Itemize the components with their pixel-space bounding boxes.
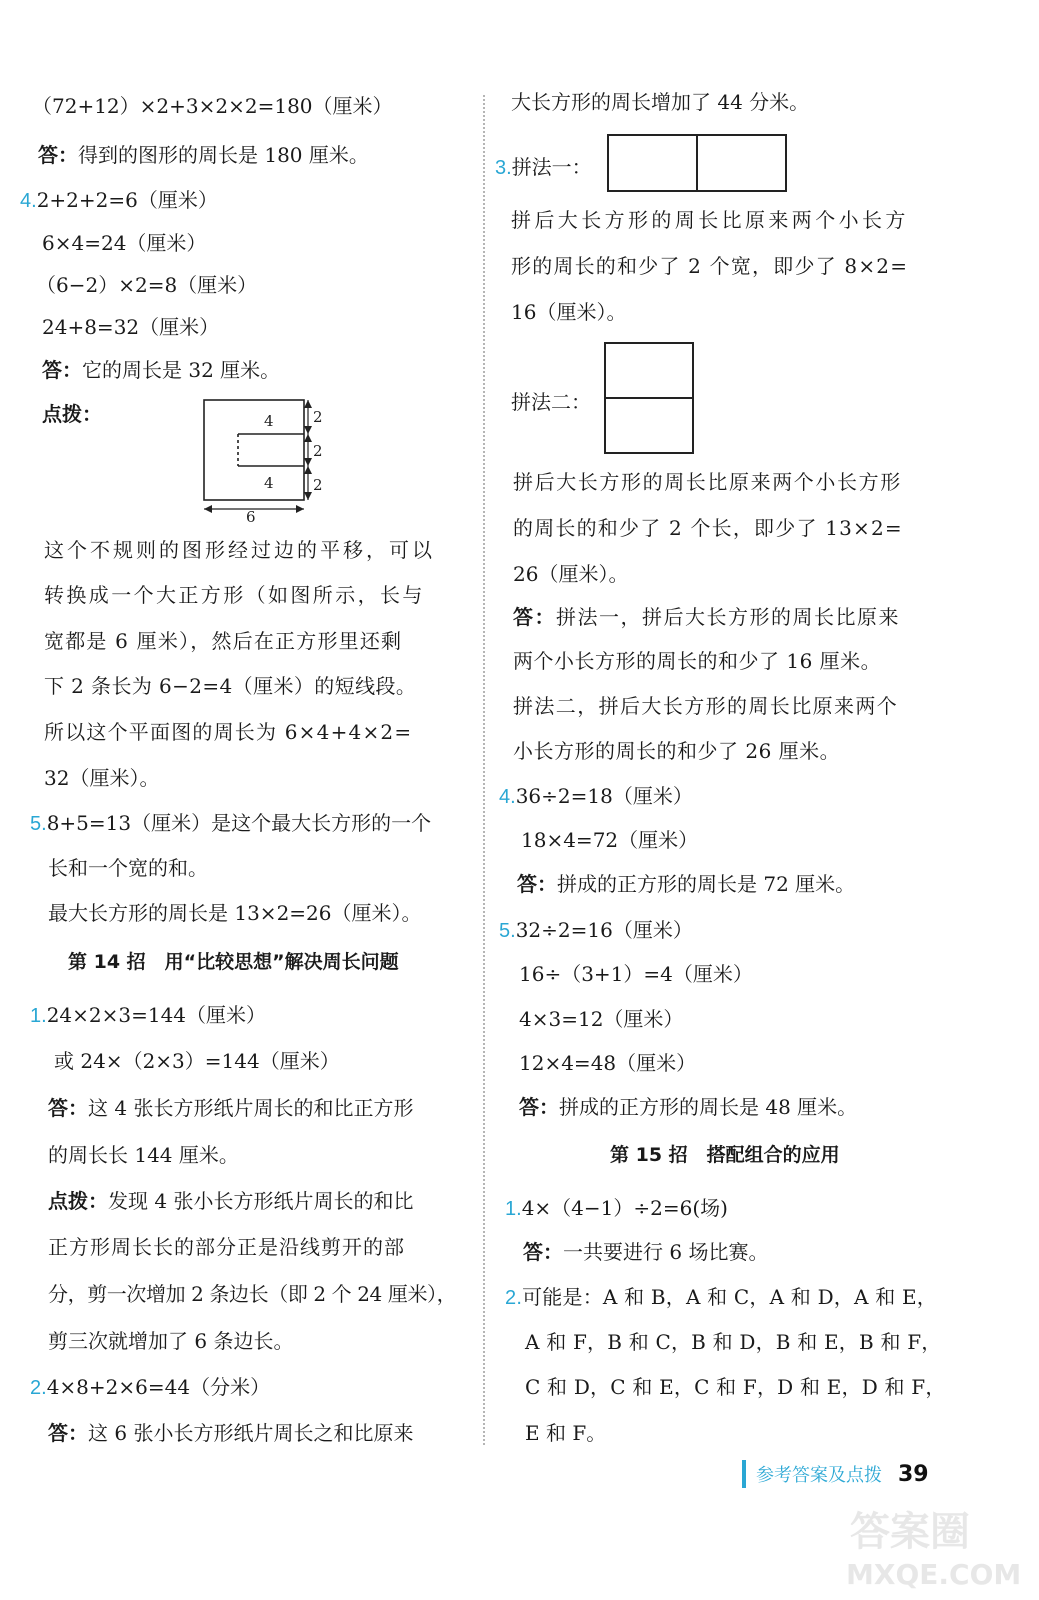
answer-line (48, 1419, 413, 1447)
footer-accent-bar (742, 1460, 746, 1488)
answer-text: 拼法一，拼后大长方形的周长比原来 (556, 605, 900, 629)
fig-label: 4 (264, 412, 274, 430)
answer-label: 答： (48, 1096, 88, 1120)
question-1 (505, 1194, 728, 1223)
section-heading: 第 14 招 用“比较思想”解决周长问题 (68, 951, 399, 973)
question-number: 3. (495, 157, 512, 179)
question-number: 2. (505, 1287, 523, 1309)
question-4 (20, 186, 218, 215)
text-line: 32（厘米）。 (44, 766, 160, 790)
text-line: （6−2）×2=8（厘米） (36, 273, 258, 297)
text-line: 这个不规则的图形经过边的平移，可以 (44, 538, 435, 562)
text-line: 正方形周长长的部分正是沿线剪开的部 (48, 1235, 405, 1259)
answer-label: 答： (38, 143, 78, 167)
text-line: 32÷2=16（厘米） (515, 918, 693, 942)
question-number: 4. (499, 786, 516, 808)
question-3 (495, 153, 592, 182)
footer-label: 参考答案及点拨 (756, 1465, 882, 1486)
answer-label: 答： (42, 358, 82, 382)
answer-text: 一共要进行 6 场比赛。 (563, 1240, 769, 1264)
text-line: 6×4=24（厘米） (42, 231, 207, 255)
text-line: （72+12）×2+3×2×2=180（厘米） (32, 94, 393, 118)
text-line: 拼后大长方形的周长比原来两个小长方 (511, 208, 909, 232)
text-line: 4×8+2×6=44（分米） (46, 1375, 271, 1399)
text-line: C 和 D，C 和 E，C 和 F，D 和 E，D 和 F， (525, 1375, 946, 1399)
question-1 (30, 1001, 266, 1030)
watermark-text: 答案圈 (850, 1509, 970, 1555)
text-line: 16（厘米）。 (511, 300, 627, 324)
question-number: 5. (30, 813, 47, 835)
text-line: 4×（4−1）÷2=6(场) (521, 1196, 728, 1220)
text-line: 最大长方形的周长是 13×2=26（厘米）。 (48, 901, 422, 925)
text-line: 2+2+2=6（厘米） (36, 188, 218, 212)
perimeter-figure (200, 396, 360, 526)
method-label: 拼法二： (511, 390, 591, 414)
answer-label: 答： (523, 1240, 563, 1264)
text-line: 剪三次就增加了 6 条边长。 (48, 1329, 294, 1353)
tip-label: 点拨： (42, 402, 102, 426)
page-footer (742, 1459, 929, 1489)
text-line: 两个小长方形的周长的和少了 16 厘米。 (513, 649, 882, 673)
text-line: 分，剪一次增加 2 条边长（即 2 个 24 厘米）， (48, 1282, 457, 1306)
figure-divider (604, 397, 694, 399)
question-number: 5. (499, 920, 516, 942)
text-line: 36÷2=18（厘米） (515, 784, 693, 808)
fig-label: 2 (313, 442, 323, 460)
text-line: E 和 F。 (525, 1421, 607, 1445)
tip-line (48, 1187, 413, 1215)
tip-text: 发现 4 张小长方形纸片周长的和比 (108, 1189, 414, 1213)
question-4 (499, 782, 693, 811)
column-divider (483, 95, 485, 1445)
text-line: 的周长的和少了 2 个长，即少了 13×2= (513, 516, 903, 540)
answer-label: 答： (517, 872, 557, 896)
answer-label: 答： (513, 605, 556, 629)
fig-label: 6 (246, 508, 256, 526)
question-number: 1. (30, 1005, 47, 1027)
watermark (840, 1500, 1030, 1596)
figure-divider (696, 134, 698, 192)
answer-line (42, 356, 280, 384)
question-5 (30, 809, 431, 838)
fig-label: 2 (313, 476, 323, 494)
text-line: 8+5=13（厘米）是这个最大长方形的一个 (46, 811, 432, 835)
text-line: 长和一个宽的和。 (48, 856, 208, 880)
answer-line (519, 1093, 857, 1121)
text-line: 拼法二，拼后大长方形的周长比原来两个 (513, 694, 899, 718)
answer-text: 它的周长是 32 厘米。 (82, 358, 281, 382)
text-line: 或 24×（2×3）=144（厘米） (54, 1049, 340, 1073)
text-line: 12×4=48（厘米） (519, 1051, 697, 1075)
text-line: 可能是：A 和 B，A 和 C，A 和 D，A 和 E， (522, 1285, 937, 1309)
fig-label: 4 (264, 474, 274, 492)
question-number: 2. (30, 1377, 47, 1399)
text-line: 形的周长的和少了 2 个宽，即少了 8×2= (511, 254, 909, 278)
answer-line (523, 1238, 768, 1266)
answer-text: 拼成的正方形的周长是 48 厘米。 (559, 1095, 858, 1119)
text-line: A 和 F，B 和 C，B 和 D，B 和 E，B 和 F， (525, 1330, 942, 1354)
text-line: 18×4=72（厘米） (521, 828, 699, 852)
question-2 (505, 1283, 937, 1312)
text-line: 4×3=12（厘米） (519, 1007, 684, 1031)
text-line: 宽都是 6 厘米），然后在正方形里还剩 (44, 629, 403, 653)
answer-line (48, 1094, 413, 1122)
text-line: 所以这个平面图的周长为 6×4+4×2= (44, 720, 413, 744)
figure-square (204, 400, 304, 500)
tip-label: 点拨： (48, 1189, 108, 1213)
text-line: 拼后大长方形的周长比原来两个小长方形 (513, 470, 902, 494)
answer-line (513, 603, 900, 631)
answer-text: 这 4 张长方形纸片周长的和比正方形 (88, 1096, 414, 1120)
question-number: 1. (505, 1198, 522, 1220)
watermark-url: MXQE.COM (846, 1558, 1022, 1591)
answer-line (517, 870, 855, 898)
text-line: 转换成一个大正方形（如图所示，长与 (44, 583, 425, 607)
text-line: 24×2×3=144（厘米） (46, 1003, 267, 1027)
text-line: 的周长长 144 厘米。 (48, 1143, 239, 1167)
answer-label: 答： (519, 1095, 559, 1119)
text-line: 大长方形的周长增加了 44 分米。 (511, 90, 810, 114)
question-number: 4. (20, 190, 37, 212)
page-number: 39 (898, 1461, 929, 1487)
text-line: 16÷（3+1）=4（厘米） (519, 962, 753, 986)
text-line: 26（厘米）。 (513, 562, 629, 586)
text-line: 24+8=32（厘米） (42, 315, 220, 339)
text-line: 下 2 条长为 6−2=4（厘米）的短线段。 (44, 674, 417, 698)
question-2 (30, 1373, 270, 1402)
answer-line (38, 141, 369, 169)
method-label: 拼法一： (511, 155, 592, 179)
fig-label: 2 (313, 408, 323, 426)
text-line: 小长方形的周长的和少了 26 厘米。 (513, 739, 841, 763)
answer-text: 这 6 张小长方形纸片周长之和比原来 (88, 1421, 414, 1445)
section-heading: 第 15 招 搭配组合的应用 (610, 1144, 840, 1166)
answer-text: 得到的图形的周长是 180 厘米。 (78, 143, 369, 167)
question-5 (499, 916, 693, 945)
answer-label: 答： (48, 1421, 88, 1445)
answer-text: 拼成的正方形的周长是 72 厘米。 (557, 872, 856, 896)
